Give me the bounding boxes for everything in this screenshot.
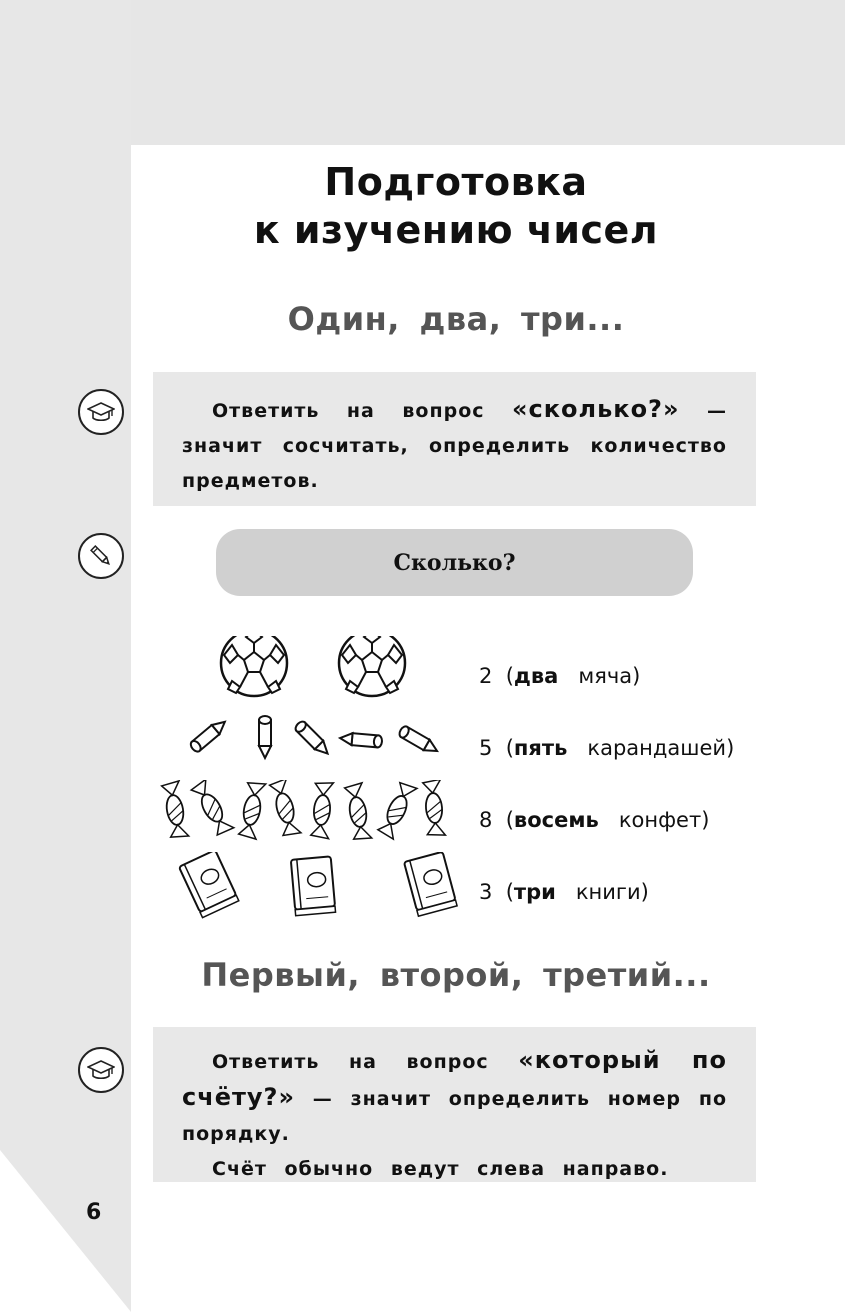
- graduation-cap-icon: [78, 1047, 124, 1093]
- book-icon: [179, 852, 239, 918]
- page-title: [131, 158, 781, 254]
- pencil-icon: [78, 533, 124, 579]
- pencil-drawing-icon: [259, 716, 271, 758]
- rule-box-count: [153, 372, 756, 506]
- ball-icon: [339, 636, 405, 696]
- page-number: 6: [86, 1200, 102, 1225]
- count-row-balls: [150, 636, 790, 716]
- pencil-drawing-icon: [340, 732, 383, 748]
- count-label: 8 ( восемь конфет ): [479, 808, 710, 832]
- books-illustration: [150, 852, 470, 932]
- count-row-pencils: [150, 708, 790, 788]
- candy-icon: [344, 783, 371, 841]
- pencil-drawing-icon: [189, 717, 229, 753]
- page-title-line1: Подготовка: [324, 160, 588, 204]
- candy-icon: [423, 780, 446, 837]
- candy-icon: [238, 781, 265, 839]
- candy-icon: [377, 781, 417, 839]
- book-icon: [291, 856, 336, 915]
- count-label: 3 ( три книги ): [479, 880, 649, 904]
- rule-text: Ответить на вопрос «сколько?» — значит сосчитать, определить количество предметов.: [182, 395, 727, 492]
- candy-icon: [190, 780, 234, 837]
- section1-title: Один, два, три...: [287, 300, 625, 338]
- candies-illustration: [150, 780, 470, 860]
- ball-icon: [221, 636, 287, 696]
- graduation-cap-icon: [78, 389, 124, 435]
- balls-illustration: [150, 636, 470, 716]
- rule-box-order: [153, 1027, 756, 1182]
- background-left: [0, 0, 131, 1312]
- section2-title: Первый, второй, третий...: [201, 956, 711, 994]
- exercise-header: Сколько?: [216, 529, 693, 596]
- rule-text-direction: Счёт обычно ведут слева направо.: [212, 1158, 669, 1180]
- candy-icon: [311, 781, 334, 838]
- rule-text: Ответить на вопрос «который по счёту?» — значит определить номер по порядку.: [182, 1046, 727, 1145]
- pencil-drawing-icon: [294, 720, 332, 758]
- book-icon: [404, 852, 457, 916]
- page-title-line2: к изучению чисел: [253, 208, 659, 252]
- count-row-candies: [150, 780, 790, 860]
- candy-icon: [269, 780, 301, 837]
- count-label: 5 ( пять карандашей ): [479, 736, 735, 760]
- pencil-drawing-icon: [398, 725, 440, 756]
- candy-icon: [161, 781, 188, 839]
- count-row-books: [150, 852, 790, 932]
- pencils-illustration: [150, 708, 470, 788]
- page-corner: [0, 1150, 131, 1312]
- count-label: 2 ( два мяча ): [479, 664, 641, 688]
